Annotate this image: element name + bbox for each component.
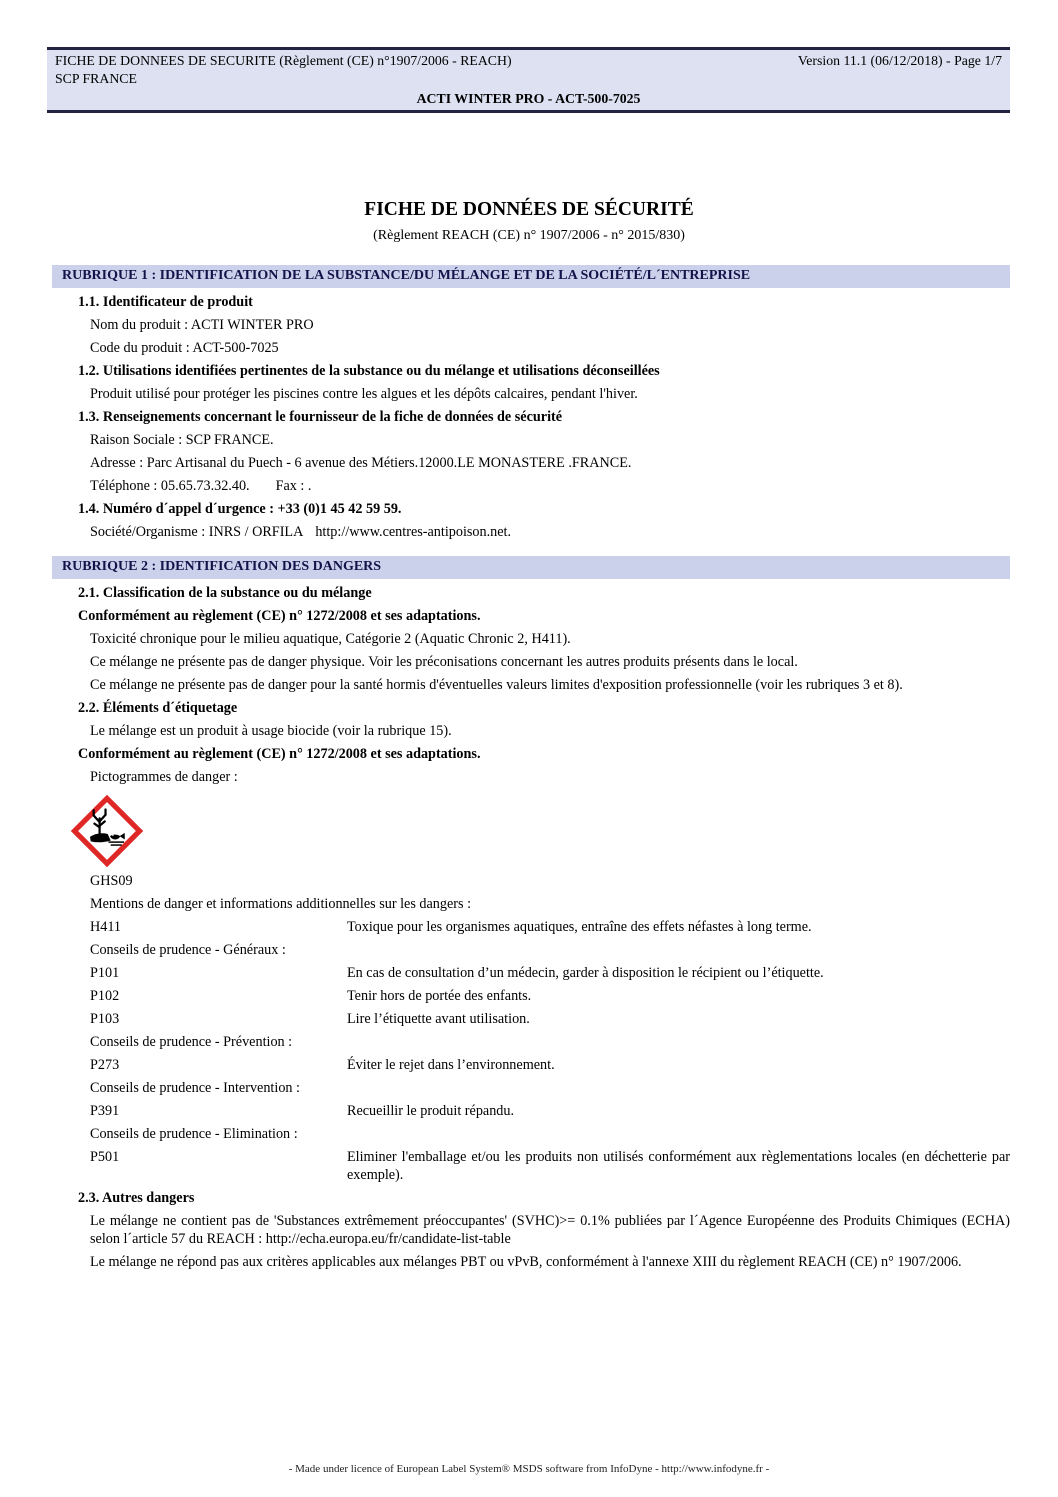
health-hazard-line: Ce mélange ne présente pas de danger pour la santé hormis d'éventuelles valeurs limites d'exposition professionnelle (voir les rubriques 3 et 8). <box>90 677 903 693</box>
hazard-code: P102 <box>90 988 120 1004</box>
environment-hazard-icon <box>70 794 144 868</box>
classification-line: Toxicité chronique pour le milieu aquatique, Catégorie 2 (Aquatic Chronic 2, H411). <box>90 631 571 647</box>
fax-value: Fax : . <box>275 478 312 494</box>
hazard-code: H411 <box>90 919 122 935</box>
supplier-name-line: Raison Sociale : SCP FRANCE. <box>90 432 274 448</box>
hazard-text: En cas de consultation d’un médecin, garder à disposition le récipient ou l’étiquette. <box>347 965 824 981</box>
hazard-group-label: Conseils de prudence - Intervention : <box>90 1080 300 1096</box>
hazard-group-row <box>90 941 1010 959</box>
conform-statement-1: Conformément au règlement (CE) n° 1272/2008 et ses adaptations. <box>78 608 481 624</box>
header-version-page: Version 11.1 (06/12/2018) - Page 1/7 <box>797 53 1002 68</box>
svhc-paragraph: Le mélange ne contient pas de 'Substances extrêmement préoccupantes' (SVHC)>= 0.1% publiées par l´Agence Européenne des Produits Chimiques (ECHA) selon l´article 57 du REACH : http://echa.europa.eu/fr/candidate-list-table <box>90 1213 1010 1247</box>
hazard-statement-row <box>90 918 1010 936</box>
hazard-text: Recueillir le produit répandu. <box>347 1103 515 1119</box>
heading-1-1: 1.1. Identificateur de produit <box>78 294 253 310</box>
hazard-group-row <box>90 1079 1010 1097</box>
hazard-code: P101 <box>90 965 120 981</box>
hazard-group-row <box>90 1125 1010 1143</box>
document-subtitle: (Règlement REACH (CE) n° 1907/2006 - n° 2015/830) <box>373 228 685 243</box>
heading-2-3: 2.3. Autres dangers <box>78 1190 195 1206</box>
hazard-code: P273 <box>90 1057 120 1073</box>
org-url: http://www.centres-antipoison.net. <box>315 524 512 540</box>
hazard-text: Lire l’étiquette avant utilisation. <box>347 1011 530 1027</box>
hazard-statement-row <box>90 1010 1010 1028</box>
hazard-statement-row <box>90 1056 1010 1074</box>
header-product-name: ACTI WINTER PRO - ACT-500-7025 <box>416 91 641 106</box>
document-title: FICHE DE DONNÉES DE SÉCURITÉ <box>364 199 694 220</box>
page-header <box>47 47 1010 113</box>
hazard-code: P103 <box>90 1011 120 1027</box>
hazard-text: Tenir hors de portée des enfants. <box>347 988 532 1004</box>
header-company: SCP FRANCE <box>55 71 137 86</box>
product-code-line: Code du produit : ACT-500-7025 <box>90 340 279 356</box>
hazard-text: Eliminer l'emballage et/ou les produits non utilisés conformément aux règlementations locales (en déchetterie par exemple). <box>347 1149 1010 1183</box>
ghs09-label: GHS09 <box>90 873 133 889</box>
pbt-paragraph: Le mélange ne répond pas aux critères applicables aux mélanges PBT ou vPvB, conformément à l'annexe XIII du règlement REACH (CE) n° 1907/2006. <box>90 1254 962 1270</box>
hazard-text: Éviter le rejet dans l’environnement. <box>347 1057 555 1073</box>
hazard-statement-row <box>90 964 1010 982</box>
hazard-group-label: Conseils de prudence - Prévention : <box>90 1034 293 1050</box>
heading-1-2: 1.2. Utilisations identifiées pertinentes de la substance ou du mélange et utilisations déconseillées <box>78 363 660 379</box>
pictograms-label: Pictogrammes de danger : <box>90 769 238 785</box>
hazard-group-label: Conseils de prudence - Généraux : <box>90 942 286 958</box>
hazard-code: P391 <box>90 1103 120 1119</box>
hazard-statement-row <box>90 987 1010 1005</box>
heading-1-3: 1.3. Renseignements concernant le fournisseur de la fiche de données de sécurité <box>78 409 563 425</box>
heading-1-4: 1.4. Numéro d´appel d´urgence : +33 (0)1 45 42 59 59. <box>78 501 402 517</box>
usage-line: Produit utilisé pour protéger les piscines contre les algues et les dépôts calcaires, pendant l'hiver. <box>90 386 638 402</box>
section-1-header: RUBRIQUE 1 : IDENTIFICATION DE LA SUBSTANCE/DU MÉLANGE ET DE LA SOCIÉTÉ/L´ENTREPRISE <box>52 265 1010 288</box>
header-row-1 <box>55 52 1002 70</box>
hazard-text <box>347 941 1010 959</box>
hazard-statement-row <box>90 1102 1010 1120</box>
hazard-code: P501 <box>90 1149 120 1165</box>
mentions-label: Mentions de danger et informations additionnelles sur les dangers : <box>90 896 472 912</box>
heading-2-1: 2.1. Classification de la substance ou du mélange <box>78 585 372 601</box>
conform-statement-2: Conformément au règlement (CE) n° 1272/2008 et ses adaptations. <box>78 746 481 762</box>
hazard-text <box>347 1033 1010 1051</box>
hazard-text: Toxique pour les organismes aquatiques, entraîne des effets néfastes à long terme. <box>347 919 812 935</box>
phone-value: Téléphone : 05.65.73.32.40. <box>90 478 250 494</box>
org-value: Société/Organisme : INRS / ORFILA <box>90 524 304 540</box>
hazard-statement-row <box>90 1148 1010 1184</box>
product-name-line: Nom du produit : ACTI WINTER PRO <box>90 317 314 333</box>
emergency-org-line <box>90 523 1010 541</box>
ghs09-pictogram <box>70 794 144 868</box>
hazard-group-row <box>90 1033 1010 1051</box>
supplier-phone-line <box>90 477 1010 495</box>
heading-2-2: 2.2. Éléments d´étiquetage <box>78 700 238 716</box>
hazard-group-label: Conseils de prudence - Elimination : <box>90 1126 298 1142</box>
physical-hazard-line: Ce mélange ne présente pas de danger physique. Voir les préconisations concernant les autres produits présents dans le local. <box>90 654 798 670</box>
supplier-address-line: Adresse : Parc Artisanal du Puech - 6 avenue des Métiers.12000.LE MONASTERE .FRANCE. <box>90 455 632 471</box>
section-2-header: RUBRIQUE 2 : IDENTIFICATION DES DANGERS <box>52 556 1010 579</box>
hazard-text <box>347 1079 1010 1097</box>
page-footer: - Made under licence of European Label System® MSDS software from InfoDyne - http://www.infodyne.fr - <box>288 1463 770 1475</box>
hazard-text <box>347 1125 1010 1143</box>
biocide-line: Le mélange est un produit à usage biocide (voir la rubrique 15). <box>90 723 452 739</box>
header-doc-title: FICHE DE DONNEES DE SECURITE (Règlement (CE) n°1907/2006 - REACH) <box>55 53 512 68</box>
